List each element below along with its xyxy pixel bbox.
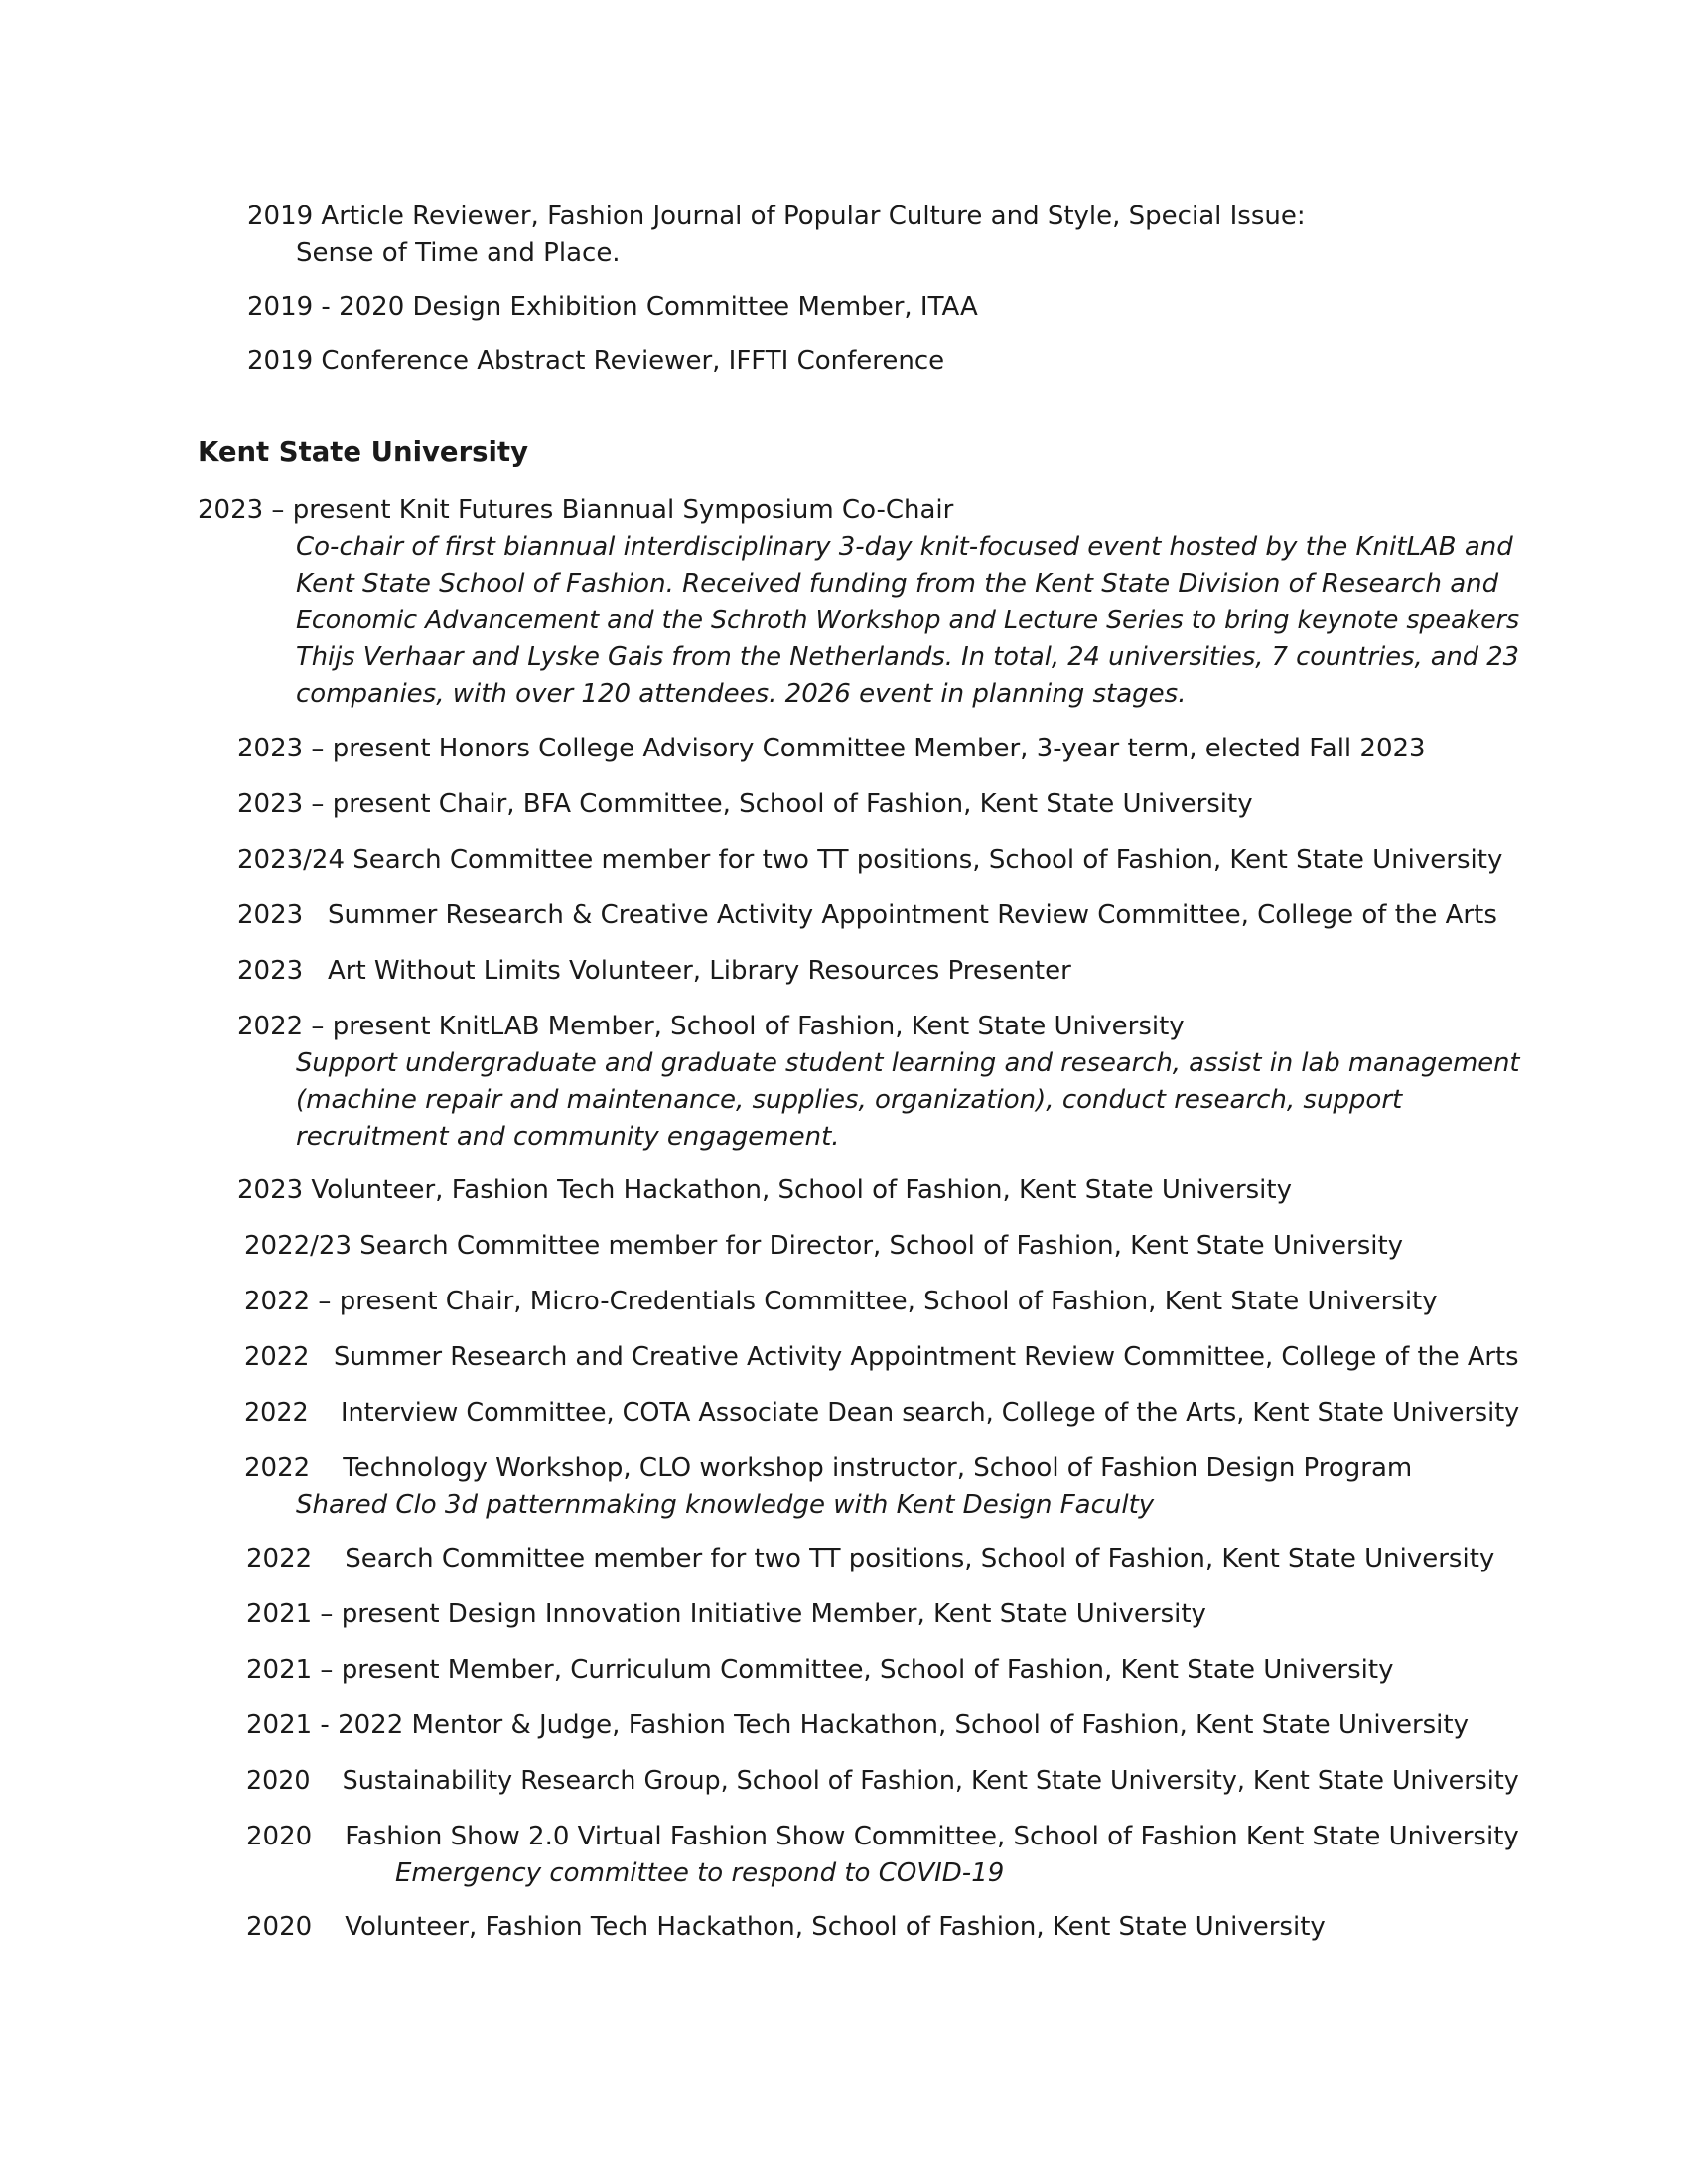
service-entry-title: 2023 – present Knit Futures Biannual Symposium Co-Chair [198,495,954,525]
service-entry-description: Kent State School of Fashion. Received funding from the Kent State Division of Research and [296,569,1499,599]
service-entry-title: 2020 Volunteer, Fashion Tech Hackathon, School of Fashion, Kent State University [246,1912,1326,1942]
service-entry-description: Emergency committee to respond to COVID-19 [395,1858,1005,1888]
service-entry-title: 2022 Search Committee member for two TT positions, School of Fashion, Kent State University [246,1544,1495,1573]
service-entry-title: 2019 Conference Abstract Reviewer, IFFTI Conference [247,346,945,376]
service-entry-title: 2022/23 Search Committee member for Director, School of Fashion, Kent State University [244,1231,1404,1261]
service-entry-title: 2019 Article Reviewer, Fashion Journal of Popular Culture and Style, Special Issue: [247,202,1306,231]
service-entry-title: 2022 – present Chair, Micro-Credentials Committee, School of Fashion, Kent State University [244,1287,1438,1316]
service-entry-title: 2022 Technology Workshop, CLO workshop instructor, School of Fashion Design Program [244,1453,1413,1483]
service-entry-title: 2023 Summer Research & Creative Activity Appointment Review Committee, College of the Arts [237,900,1497,930]
service-entry-description: Economic Advancement and the Schroth Workshop and Lecture Series to bring keynote speakers [296,606,1520,635]
service-entry-title: 2021 – present Member, Curriculum Committee, School of Fashion, Kent State University [246,1655,1394,1685]
service-entry-title: 2022 – present KnitLAB Member, School of Fashion, Kent State University [237,1012,1185,1041]
service-entry-description: Co-chair of first biannual interdisciplinary 3-day knit-focused event hosted by the KnitLAB and [296,532,1513,562]
service-entry-description: companies, with over 120 attendees. 2026 event in planning stages. [296,679,1187,709]
service-entry-description: Thijs Verhaar and Lyske Gais from the Netherlands. In total, 24 universities, 7 countries, and 23 [296,642,1519,672]
service-entry-title: 2023 Art Without Limits Volunteer, Library Resources Presenter [237,956,1071,986]
service-entry-title: 2023 – present Honors College Advisory Committee Member, 3-year term, elected Fall 2023 [237,734,1426,763]
service-entry-title: 2022 Interview Committee, COTA Associate Dean search, College of the Arts, Kent State University [244,1398,1520,1428]
service-entry-title: 2020 Sustainability Research Group, School of Fashion, Kent State University, Kent State University [246,1766,1519,1796]
service-entry-description: recruitment and community engagement. [296,1122,840,1152]
service-entry-detail: Sense of Time and Place. [296,238,621,268]
service-entry-title: 2022 Summer Research and Creative Activity Appointment Review Committee, College of the Arts [244,1342,1519,1372]
section-heading: Kent State University [198,436,528,468]
service-entry-title: 2023 – present Chair, BFA Committee, School of Fashion, Kent State University [237,789,1253,819]
service-entry-description: Shared Clo 3d patternmaking knowledge with Kent Design Faculty [296,1490,1155,1520]
service-entry-title: 2019 - 2020 Design Exhibition Committee Member, ITAA [247,292,978,322]
service-entry-description: Support undergraduate and graduate student learning and research, assist in lab management [296,1048,1520,1078]
service-entry-title: 2023/24 Search Committee member for two TT positions, School of Fashion, Kent State University [237,845,1503,875]
service-entry-description: (machine repair and maintenance, supplies, organization), conduct research, support [296,1085,1403,1115]
service-entry-title: 2021 – present Design Innovation Initiative Member, Kent State University [246,1599,1206,1629]
service-entry-title: 2021 - 2022 Mentor & Judge, Fashion Tech Hackathon, School of Fashion, Kent State University [246,1710,1469,1740]
service-entry-title: 2020 Fashion Show 2.0 Virtual Fashion Show Committee, School of Fashion Kent State University [246,1822,1519,1851]
service-entry-title: 2023 Volunteer, Fashion Tech Hackathon, School of Fashion, Kent State University [237,1175,1292,1205]
